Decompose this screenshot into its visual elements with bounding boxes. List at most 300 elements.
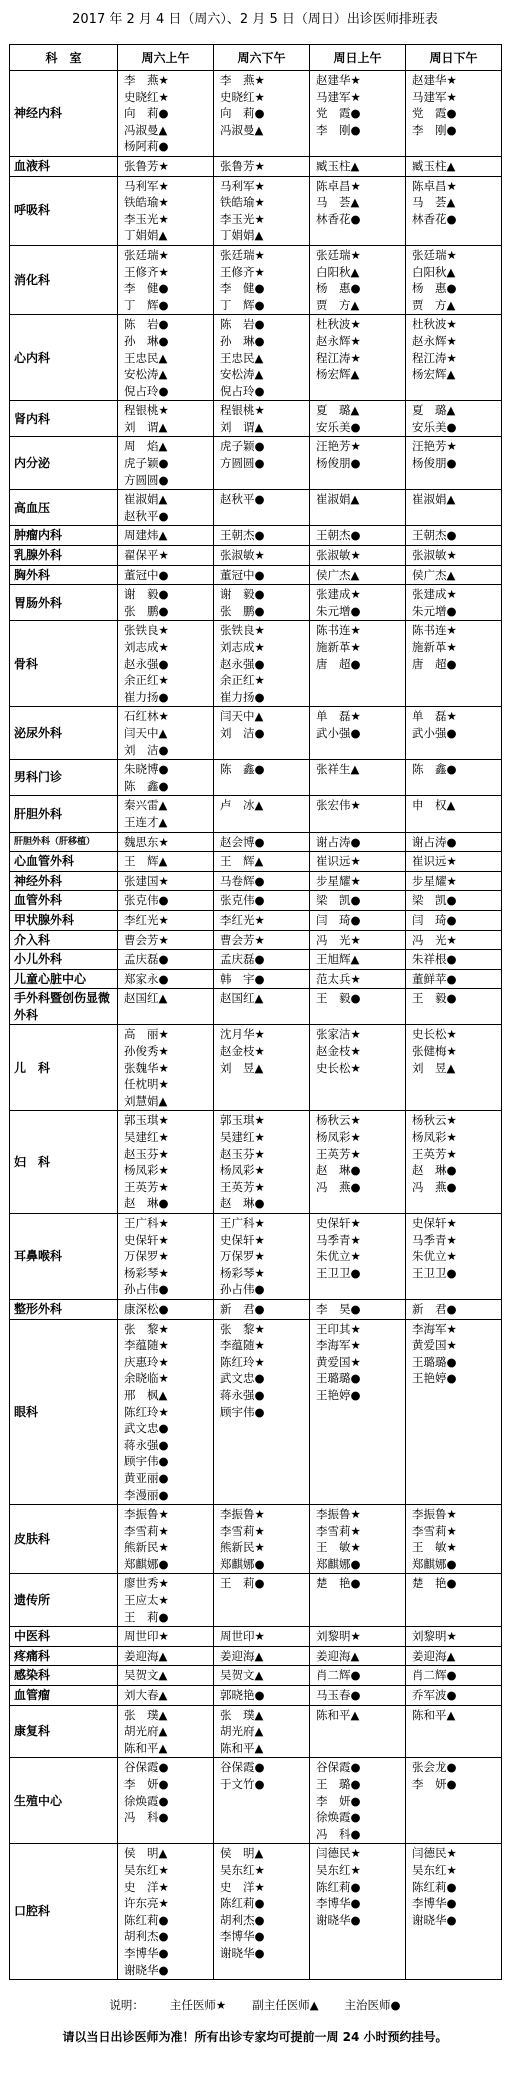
doctor-entry: 闫德民★ bbox=[412, 1846, 457, 1861]
doctor-entry: 朱元增● bbox=[412, 603, 457, 618]
schedule-cell bbox=[406, 565, 502, 585]
schedule-cell bbox=[310, 490, 406, 526]
doctor-entry: 朱元增● bbox=[316, 603, 361, 618]
doctor-entry: 赵秋平● bbox=[124, 508, 169, 523]
table-body bbox=[10, 71, 502, 1980]
dept-row bbox=[10, 910, 502, 930]
schedule-cell bbox=[406, 1574, 502, 1627]
page-title: 2017 年 2 月 4 日（周六）、2 月 5 日（周日）出诊医师排班表 bbox=[72, 12, 438, 27]
schedule-cell bbox=[214, 156, 310, 176]
doctor-entry: 赵建华★ bbox=[316, 73, 361, 87]
doctor-entry: 梁 凯● bbox=[412, 893, 457, 908]
dept-name: 肾内科 bbox=[10, 401, 118, 437]
doctor-entry: 曹会芳★ bbox=[124, 932, 169, 947]
dept-row bbox=[10, 1627, 502, 1647]
doctor-entry: 单 磊★ bbox=[412, 709, 457, 724]
schedule-cell bbox=[118, 401, 214, 437]
schedule-cell bbox=[118, 245, 214, 314]
dept-name: 乳腺外科 bbox=[10, 546, 118, 566]
doctor-entry: 吴东红★ bbox=[124, 1862, 169, 1877]
doctor-entry: 胡利杰● bbox=[220, 1912, 265, 1927]
schedule-cell bbox=[214, 950, 310, 970]
schedule-cell bbox=[118, 707, 214, 760]
dept-row bbox=[10, 891, 502, 911]
doctor-entry: 赵会博● bbox=[220, 834, 265, 849]
doctor-entry: 林香花● bbox=[316, 211, 361, 226]
doctor-entry: 乔军波● bbox=[412, 1688, 457, 1703]
dept-row bbox=[10, 401, 502, 437]
schedule-cell bbox=[214, 1627, 310, 1647]
doctor-entry: 安乐美● bbox=[412, 419, 457, 434]
schedule-cell bbox=[406, 1666, 502, 1686]
dept-row bbox=[10, 1025, 502, 1111]
doctor-entry: 王应太★ bbox=[124, 1593, 169, 1608]
doctor-entry: 郑家永● bbox=[124, 971, 169, 986]
schedule-cell bbox=[406, 1758, 502, 1844]
doctor-entry: 胡光府▲ bbox=[220, 1724, 264, 1739]
doctor-entry: 朱优立★ bbox=[412, 1249, 457, 1264]
doctor-entry: 陈 岩● bbox=[220, 317, 265, 332]
doctor-entry: 臧玉柱▲ bbox=[316, 158, 360, 173]
schedule-cell bbox=[118, 989, 214, 1025]
schedule-cell bbox=[406, 1646, 502, 1666]
schedule-cell bbox=[406, 930, 502, 950]
doctor-entry: 赵永强● bbox=[124, 656, 169, 671]
doctor-entry: 虎子颖● bbox=[220, 439, 265, 454]
doctor-entry: 李 燕★ bbox=[124, 73, 169, 87]
header-dept: 科 室 bbox=[10, 45, 118, 71]
dept-row bbox=[10, 852, 502, 872]
doctor-entry: 刘大春▲ bbox=[124, 1688, 168, 1703]
schedule-cell bbox=[118, 930, 214, 950]
doctor-entry: 吴东红★ bbox=[316, 1862, 361, 1877]
doctor-entry: 张建成★ bbox=[412, 587, 457, 602]
doctor-entry: 董冠中● bbox=[124, 567, 169, 582]
dept-name: 遗传所 bbox=[10, 1574, 118, 1627]
doctor-entry: 李 昊● bbox=[316, 1301, 361, 1316]
dept-name: 高血压 bbox=[10, 490, 118, 526]
doctor-entry: 新 君● bbox=[220, 1301, 265, 1316]
doctor-entry: 史保轩★ bbox=[124, 1232, 169, 1247]
dept-row bbox=[10, 621, 502, 707]
header-session: 周六下午 bbox=[214, 45, 310, 71]
doctor-entry: 李海军★ bbox=[412, 1321, 457, 1336]
doctor-entry: 贾 方▲ bbox=[316, 297, 360, 312]
doctor-entry: 李玉光★ bbox=[124, 211, 169, 226]
schedule-cell bbox=[406, 1111, 502, 1214]
legend-item-chief: 主任医师★ bbox=[169, 1998, 227, 2013]
doctor-entry: 李振鲁★ bbox=[124, 1507, 169, 1522]
doctor-entry: 李蕴随★ bbox=[124, 1338, 169, 1353]
doctor-entry: 史晓红★ bbox=[220, 89, 265, 104]
doctor-entry: 熊新民★ bbox=[124, 1540, 169, 1555]
schedule-cell bbox=[214, 526, 310, 546]
doctor-entry: 陈和平▲ bbox=[124, 1740, 168, 1755]
doctor-entry: 马利军★ bbox=[220, 178, 265, 193]
doctor-entry: 王 毅● bbox=[412, 991, 457, 1006]
schedule-cell bbox=[310, 621, 406, 707]
doctor-entry: 黄亚丽● bbox=[124, 1470, 169, 1485]
doctor-entry: 姜迎海▲ bbox=[316, 1648, 360, 1663]
schedule-cell bbox=[310, 1646, 406, 1666]
schedule-cell bbox=[214, 621, 310, 707]
doctor-entry: 郭玉琪★ bbox=[124, 1113, 169, 1128]
doctor-entry: 万保罗★ bbox=[220, 1249, 265, 1264]
schedule-cell bbox=[406, 910, 502, 930]
doctor-entry: 张淑敏★ bbox=[220, 548, 265, 563]
schedule-cell bbox=[406, 969, 502, 989]
dept-row bbox=[10, 1844, 502, 1980]
schedule-cell bbox=[406, 852, 502, 872]
dept-row bbox=[10, 871, 502, 891]
doctor-entry: 赵建华★ bbox=[412, 73, 457, 87]
doctor-entry: 谷保霞● bbox=[124, 1760, 169, 1775]
schedule-cell bbox=[310, 1758, 406, 1844]
schedule-cell bbox=[310, 1299, 406, 1319]
doctor-entry: 程银桃★ bbox=[124, 403, 169, 418]
dept-name: 消化科 bbox=[10, 245, 118, 314]
doctor-entry: 梁 凯● bbox=[316, 893, 361, 908]
doctor-entry: 刘志成★ bbox=[124, 640, 169, 654]
schedule-cell bbox=[214, 989, 310, 1025]
doctor-entry: 吴贺文▲ bbox=[220, 1668, 264, 1683]
doctor-entry: 杨凤彩★ bbox=[220, 1163, 265, 1178]
dept-row bbox=[10, 1299, 502, 1319]
doctor-entry: 马季青★ bbox=[412, 1232, 457, 1247]
doctor-entry: 黄爱国★ bbox=[316, 1354, 361, 1369]
doctor-entry: 邢 枫▲ bbox=[124, 1387, 168, 1402]
doctor-entry: 韩 宇● bbox=[220, 971, 265, 986]
doctor-entry: 余正红★ bbox=[220, 673, 265, 688]
schedule-cell bbox=[214, 1705, 310, 1758]
doctor-entry: 陈卓昌★ bbox=[316, 178, 361, 193]
doctor-entry: 刘 昱▲ bbox=[412, 1060, 456, 1075]
doctor-entry: 张铁良★ bbox=[220, 623, 265, 638]
doctor-entry: 朱晓博● bbox=[124, 762, 169, 777]
doctor-entry: 孙俊秀★ bbox=[124, 1044, 169, 1059]
schedule-cell bbox=[406, 71, 502, 157]
doctor-entry: 王卫卫● bbox=[316, 1265, 361, 1280]
doctor-entry: 谢晓华● bbox=[316, 1912, 361, 1927]
doctor-entry: 刘 洁● bbox=[220, 725, 265, 740]
schedule-cell bbox=[214, 490, 310, 526]
doctor-entry: 张 黎★ bbox=[124, 1321, 169, 1336]
dept-row bbox=[10, 832, 502, 852]
dept-name: 血管外科 bbox=[10, 891, 118, 911]
dept-name: 内分泌 bbox=[10, 437, 118, 490]
doctor-entry: 顾宇伟● bbox=[124, 1454, 169, 1469]
doctor-entry: 王艳婷● bbox=[316, 1387, 361, 1402]
doctor-entry: 黄爱国★ bbox=[412, 1338, 457, 1353]
schedule-cell bbox=[406, 1505, 502, 1574]
doctor-entry: 李红光★ bbox=[124, 912, 169, 927]
dept-row bbox=[10, 989, 502, 1025]
schedule-cell bbox=[406, 1214, 502, 1300]
doctor-entry: 周世印★ bbox=[220, 1629, 265, 1644]
schedule-cell bbox=[310, 1627, 406, 1647]
schedule-cell bbox=[214, 1505, 310, 1574]
schedule-cell bbox=[214, 707, 310, 760]
schedule-table bbox=[9, 44, 502, 1980]
dept-name: 儿 科 bbox=[10, 1025, 118, 1111]
doctor-entry: 马卷辉● bbox=[220, 873, 265, 888]
schedule-cell bbox=[310, 989, 406, 1025]
doctor-entry: 杨秋云★ bbox=[316, 1113, 361, 1128]
doctor-entry: 王 璐● bbox=[316, 1777, 361, 1791]
dept-row bbox=[10, 585, 502, 621]
schedule-cell bbox=[118, 585, 214, 621]
dept-name: 心内科 bbox=[10, 315, 118, 401]
schedule-cell bbox=[118, 565, 214, 585]
doctor-entry: 张建国★ bbox=[124, 873, 169, 888]
doctor-entry: 张廷瑞★ bbox=[316, 247, 361, 262]
doctor-entry: 李 健● bbox=[124, 281, 169, 296]
doctor-entry: 安乐美● bbox=[316, 419, 361, 434]
doctor-entry: 李 刚● bbox=[316, 122, 361, 137]
schedule-cell bbox=[118, 1025, 214, 1111]
schedule-cell bbox=[118, 910, 214, 930]
schedule-cell bbox=[118, 1299, 214, 1319]
schedule-cell bbox=[310, 1686, 406, 1706]
doctor-entry: 安松涛▲ bbox=[220, 367, 264, 382]
doctor-entry: 杨宏辉▲ bbox=[316, 367, 360, 382]
doctor-entry: 方圆圆● bbox=[220, 456, 265, 471]
doctor-entry: 王卫卫● bbox=[412, 1265, 457, 1280]
schedule-cell bbox=[118, 1111, 214, 1214]
schedule-cell bbox=[406, 760, 502, 796]
schedule-cell bbox=[406, 871, 502, 891]
doctor-entry: 丁 辉● bbox=[220, 297, 265, 312]
schedule-cell bbox=[406, 707, 502, 760]
doctor-entry: 汪艳芳★ bbox=[412, 439, 457, 454]
doctor-entry: 于文竹● bbox=[220, 1777, 265, 1791]
doctor-entry: 刘黎明★ bbox=[316, 1629, 361, 1644]
schedule-cell bbox=[406, 526, 502, 546]
dept-row bbox=[10, 796, 502, 832]
schedule-cell bbox=[214, 315, 310, 401]
schedule-cell bbox=[310, 760, 406, 796]
schedule-cell bbox=[118, 832, 214, 852]
schedule-cell bbox=[406, 546, 502, 566]
doctor-entry: 武小强● bbox=[412, 725, 457, 740]
doctor-entry: 吴建红★ bbox=[124, 1130, 169, 1145]
schedule-cell bbox=[118, 891, 214, 911]
doctor-entry: 崔淑娟▲ bbox=[316, 492, 360, 507]
doctor-entry: 李博华● bbox=[316, 1896, 361, 1911]
doctor-entry: 李 健● bbox=[220, 281, 265, 296]
doctor-entry: 王忠民▲ bbox=[124, 350, 168, 365]
table-header bbox=[10, 45, 502, 71]
doctor-entry: 郑麒娜● bbox=[412, 1556, 457, 1571]
doctor-entry: 庆惠玲★ bbox=[124, 1354, 169, 1369]
doctor-entry: 谢晓华● bbox=[124, 1962, 169, 1977]
schedule-cell bbox=[406, 989, 502, 1025]
doctor-entry: 郑麒娜● bbox=[220, 1556, 265, 1571]
schedule-cell bbox=[214, 852, 310, 872]
doctor-entry: 杨凤彩★ bbox=[124, 1163, 169, 1178]
legend-item-attending: 主治医师● bbox=[344, 1998, 401, 2013]
dept-row bbox=[10, 950, 502, 970]
dept-row bbox=[10, 1319, 502, 1505]
dept-name: 皮肤科 bbox=[10, 1505, 118, 1574]
doctor-entry: 张廷瑞★ bbox=[220, 247, 265, 262]
doctor-entry: 王旭辉▲ bbox=[316, 952, 360, 967]
doctor-entry: 史保轩★ bbox=[316, 1216, 361, 1230]
schedule-cell bbox=[406, 832, 502, 852]
doctor-entry: 姜迎海▲ bbox=[412, 1648, 456, 1663]
schedule-cell bbox=[406, 1627, 502, 1647]
doctor-entry: 杨俊朋● bbox=[316, 456, 361, 471]
schedule-cell bbox=[406, 796, 502, 832]
doctor-entry: 张魏华★ bbox=[124, 1060, 169, 1075]
doctor-entry: 张 鹏● bbox=[124, 603, 169, 618]
doctor-entry: 崔淑娟▲ bbox=[412, 492, 456, 507]
doctor-entry: 虎子颖● bbox=[124, 456, 169, 471]
doctor-entry: 孟庆磊● bbox=[124, 952, 169, 967]
doctor-entry: 董冠中● bbox=[220, 567, 265, 582]
doctor-entry: 周建炜▲ bbox=[124, 528, 168, 543]
doctor-entry: 曹会芳★ bbox=[220, 932, 265, 947]
doctor-entry: 杨俊朋● bbox=[412, 456, 457, 471]
doctor-entry: 王 辉▲ bbox=[220, 854, 264, 869]
schedule-cell bbox=[310, 565, 406, 585]
dept-name: 神经内科 bbox=[10, 71, 118, 157]
doctor-entry: 冯 科● bbox=[124, 1810, 169, 1825]
doctor-entry: 陈和平▲ bbox=[220, 1740, 264, 1755]
schedule-cell bbox=[118, 546, 214, 566]
dept-row bbox=[10, 760, 502, 796]
doctor-entry: 王 敏★ bbox=[412, 1540, 457, 1555]
schedule-cell bbox=[310, 1505, 406, 1574]
doctor-entry: 赵 琳● bbox=[124, 1196, 169, 1211]
doctor-entry: 陈和平▲ bbox=[316, 1707, 360, 1722]
doctor-entry: 李博华● bbox=[124, 1945, 169, 1960]
doctor-entry: 张廷瑞★ bbox=[124, 247, 169, 262]
doctor-entry: 秦兴雷▲ bbox=[124, 798, 168, 813]
schedule-cell bbox=[310, 315, 406, 401]
doctor-entry: 陈书连★ bbox=[412, 623, 457, 638]
dept-name: 感染科 bbox=[10, 1666, 118, 1686]
doctor-entry: 侯广杰▲ bbox=[316, 567, 360, 582]
dept-name: 康复科 bbox=[10, 1705, 118, 1758]
doctor-entry: 郑麒娜● bbox=[316, 1556, 361, 1571]
doctor-entry: 夏 璐▲ bbox=[412, 403, 456, 418]
doctor-entry: 康深松● bbox=[124, 1301, 169, 1316]
doctor-entry: 李玉光★ bbox=[220, 211, 265, 226]
doctor-entry: 陈和平▲ bbox=[412, 1707, 456, 1722]
doctor-entry: 武文忠● bbox=[124, 1421, 169, 1436]
doctor-entry: 顾宇伟● bbox=[220, 1404, 265, 1419]
dept-row bbox=[10, 707, 502, 760]
doctor-entry: 张淑敏★ bbox=[412, 548, 457, 563]
doctor-entry: 臧玉柱▲ bbox=[412, 158, 456, 173]
doctor-entry: 徐焕霞● bbox=[316, 1810, 361, 1825]
doctor-entry: 冯 光★ bbox=[316, 932, 361, 947]
schedule-cell bbox=[310, 401, 406, 437]
dept-row bbox=[10, 245, 502, 314]
legend-item-associate: 副主任医师▲ bbox=[252, 1998, 319, 2013]
schedule-cell bbox=[310, 930, 406, 950]
schedule-cell bbox=[406, 621, 502, 707]
dept-row bbox=[10, 1705, 502, 1758]
dept-row bbox=[10, 315, 502, 401]
doctor-entry: 李 燕★ bbox=[220, 73, 265, 87]
schedule-cell bbox=[118, 1705, 214, 1758]
doctor-entry: 铁皓瑜★ bbox=[220, 195, 265, 210]
doctor-entry: 刘 昱▲ bbox=[220, 1060, 264, 1075]
doctor-entry: 楚 艳● bbox=[316, 1576, 361, 1591]
schedule-cell bbox=[214, 1025, 310, 1111]
doctor-entry: 冯 光★ bbox=[412, 932, 457, 947]
dept-name: 整形外科 bbox=[10, 1299, 118, 1319]
doctor-entry: 谢 毅● bbox=[220, 587, 265, 602]
doctor-entry: 熊新民★ bbox=[220, 1540, 265, 1555]
doctor-entry: 魏思东★ bbox=[124, 834, 169, 849]
doctor-entry: 闫天中▲ bbox=[220, 709, 264, 724]
doctor-entry: 郭晓艳● bbox=[220, 1688, 265, 1703]
doctor-entry: 杨秋云★ bbox=[412, 1113, 457, 1128]
doctor-entry: 方圆圆● bbox=[124, 472, 169, 487]
doctor-entry: 王 敏★ bbox=[316, 1540, 361, 1555]
schedule-cell bbox=[406, 891, 502, 911]
schedule-cell bbox=[118, 1505, 214, 1574]
schedule-cell bbox=[406, 585, 502, 621]
schedule-cell bbox=[214, 585, 310, 621]
schedule-cell bbox=[310, 71, 406, 157]
schedule-cell bbox=[118, 1627, 214, 1647]
dept-name: 儿童心脏中心 bbox=[10, 969, 118, 989]
doctor-entry: 赵玉芬★ bbox=[220, 1146, 265, 1161]
doctor-entry: 李雪莉★ bbox=[316, 1523, 361, 1538]
doctor-entry: 李雪莉★ bbox=[412, 1523, 457, 1538]
doctor-entry: 赵玉芬★ bbox=[124, 1146, 169, 1161]
doctor-entry: 倪占玲● bbox=[220, 383, 265, 398]
doctor-entry: 王璐璐● bbox=[316, 1371, 361, 1386]
doctor-entry: 郑麒娜● bbox=[124, 1556, 169, 1571]
appointment-notice: 请以当日出诊医师为准！所有出诊专家均可提前一周 24 小时预约挂号。 bbox=[62, 2030, 448, 2045]
schedule-cell bbox=[406, 315, 502, 401]
schedule-cell bbox=[310, 546, 406, 566]
schedule-cell bbox=[406, 950, 502, 970]
doctor-entry: 杨阿莉● bbox=[124, 139, 169, 154]
schedule-cell bbox=[118, 1574, 214, 1627]
schedule-cell bbox=[310, 910, 406, 930]
doctor-entry: 白阳秋▲ bbox=[412, 264, 456, 279]
doctor-entry: 铁皓瑜★ bbox=[124, 195, 169, 210]
doctor-entry: 张廷瑞★ bbox=[412, 247, 457, 262]
schedule-cell bbox=[214, 1646, 310, 1666]
doctor-entry: 党 霞● bbox=[412, 106, 457, 121]
schedule-cell bbox=[118, 852, 214, 872]
doctor-entry: 张 璞▲ bbox=[220, 1707, 264, 1722]
schedule-cell bbox=[214, 930, 310, 950]
doctor-entry: 王 莉● bbox=[220, 1576, 265, 1591]
doctor-entry: 范太兵★ bbox=[316, 971, 361, 986]
doctor-entry: 李雪莉★ bbox=[220, 1523, 265, 1538]
doctor-entry: 崔识远★ bbox=[316, 854, 361, 869]
doctor-entry: 石红林★ bbox=[124, 709, 169, 724]
doctor-entry: 党 霞● bbox=[316, 106, 361, 121]
doctor-entry: 李振鲁★ bbox=[412, 1507, 457, 1522]
doctor-entry: 李海军★ bbox=[316, 1338, 361, 1353]
doctor-entry: 李振鲁★ bbox=[316, 1507, 361, 1522]
doctor-entry: 陈红玲★ bbox=[124, 1404, 169, 1419]
dept-name: 胸外科 bbox=[10, 565, 118, 585]
dept-row bbox=[10, 1686, 502, 1706]
doctor-entry: 武文忠● bbox=[220, 1371, 265, 1386]
schedule-cell bbox=[214, 71, 310, 157]
doctor-entry: 崔力扬● bbox=[220, 689, 265, 704]
